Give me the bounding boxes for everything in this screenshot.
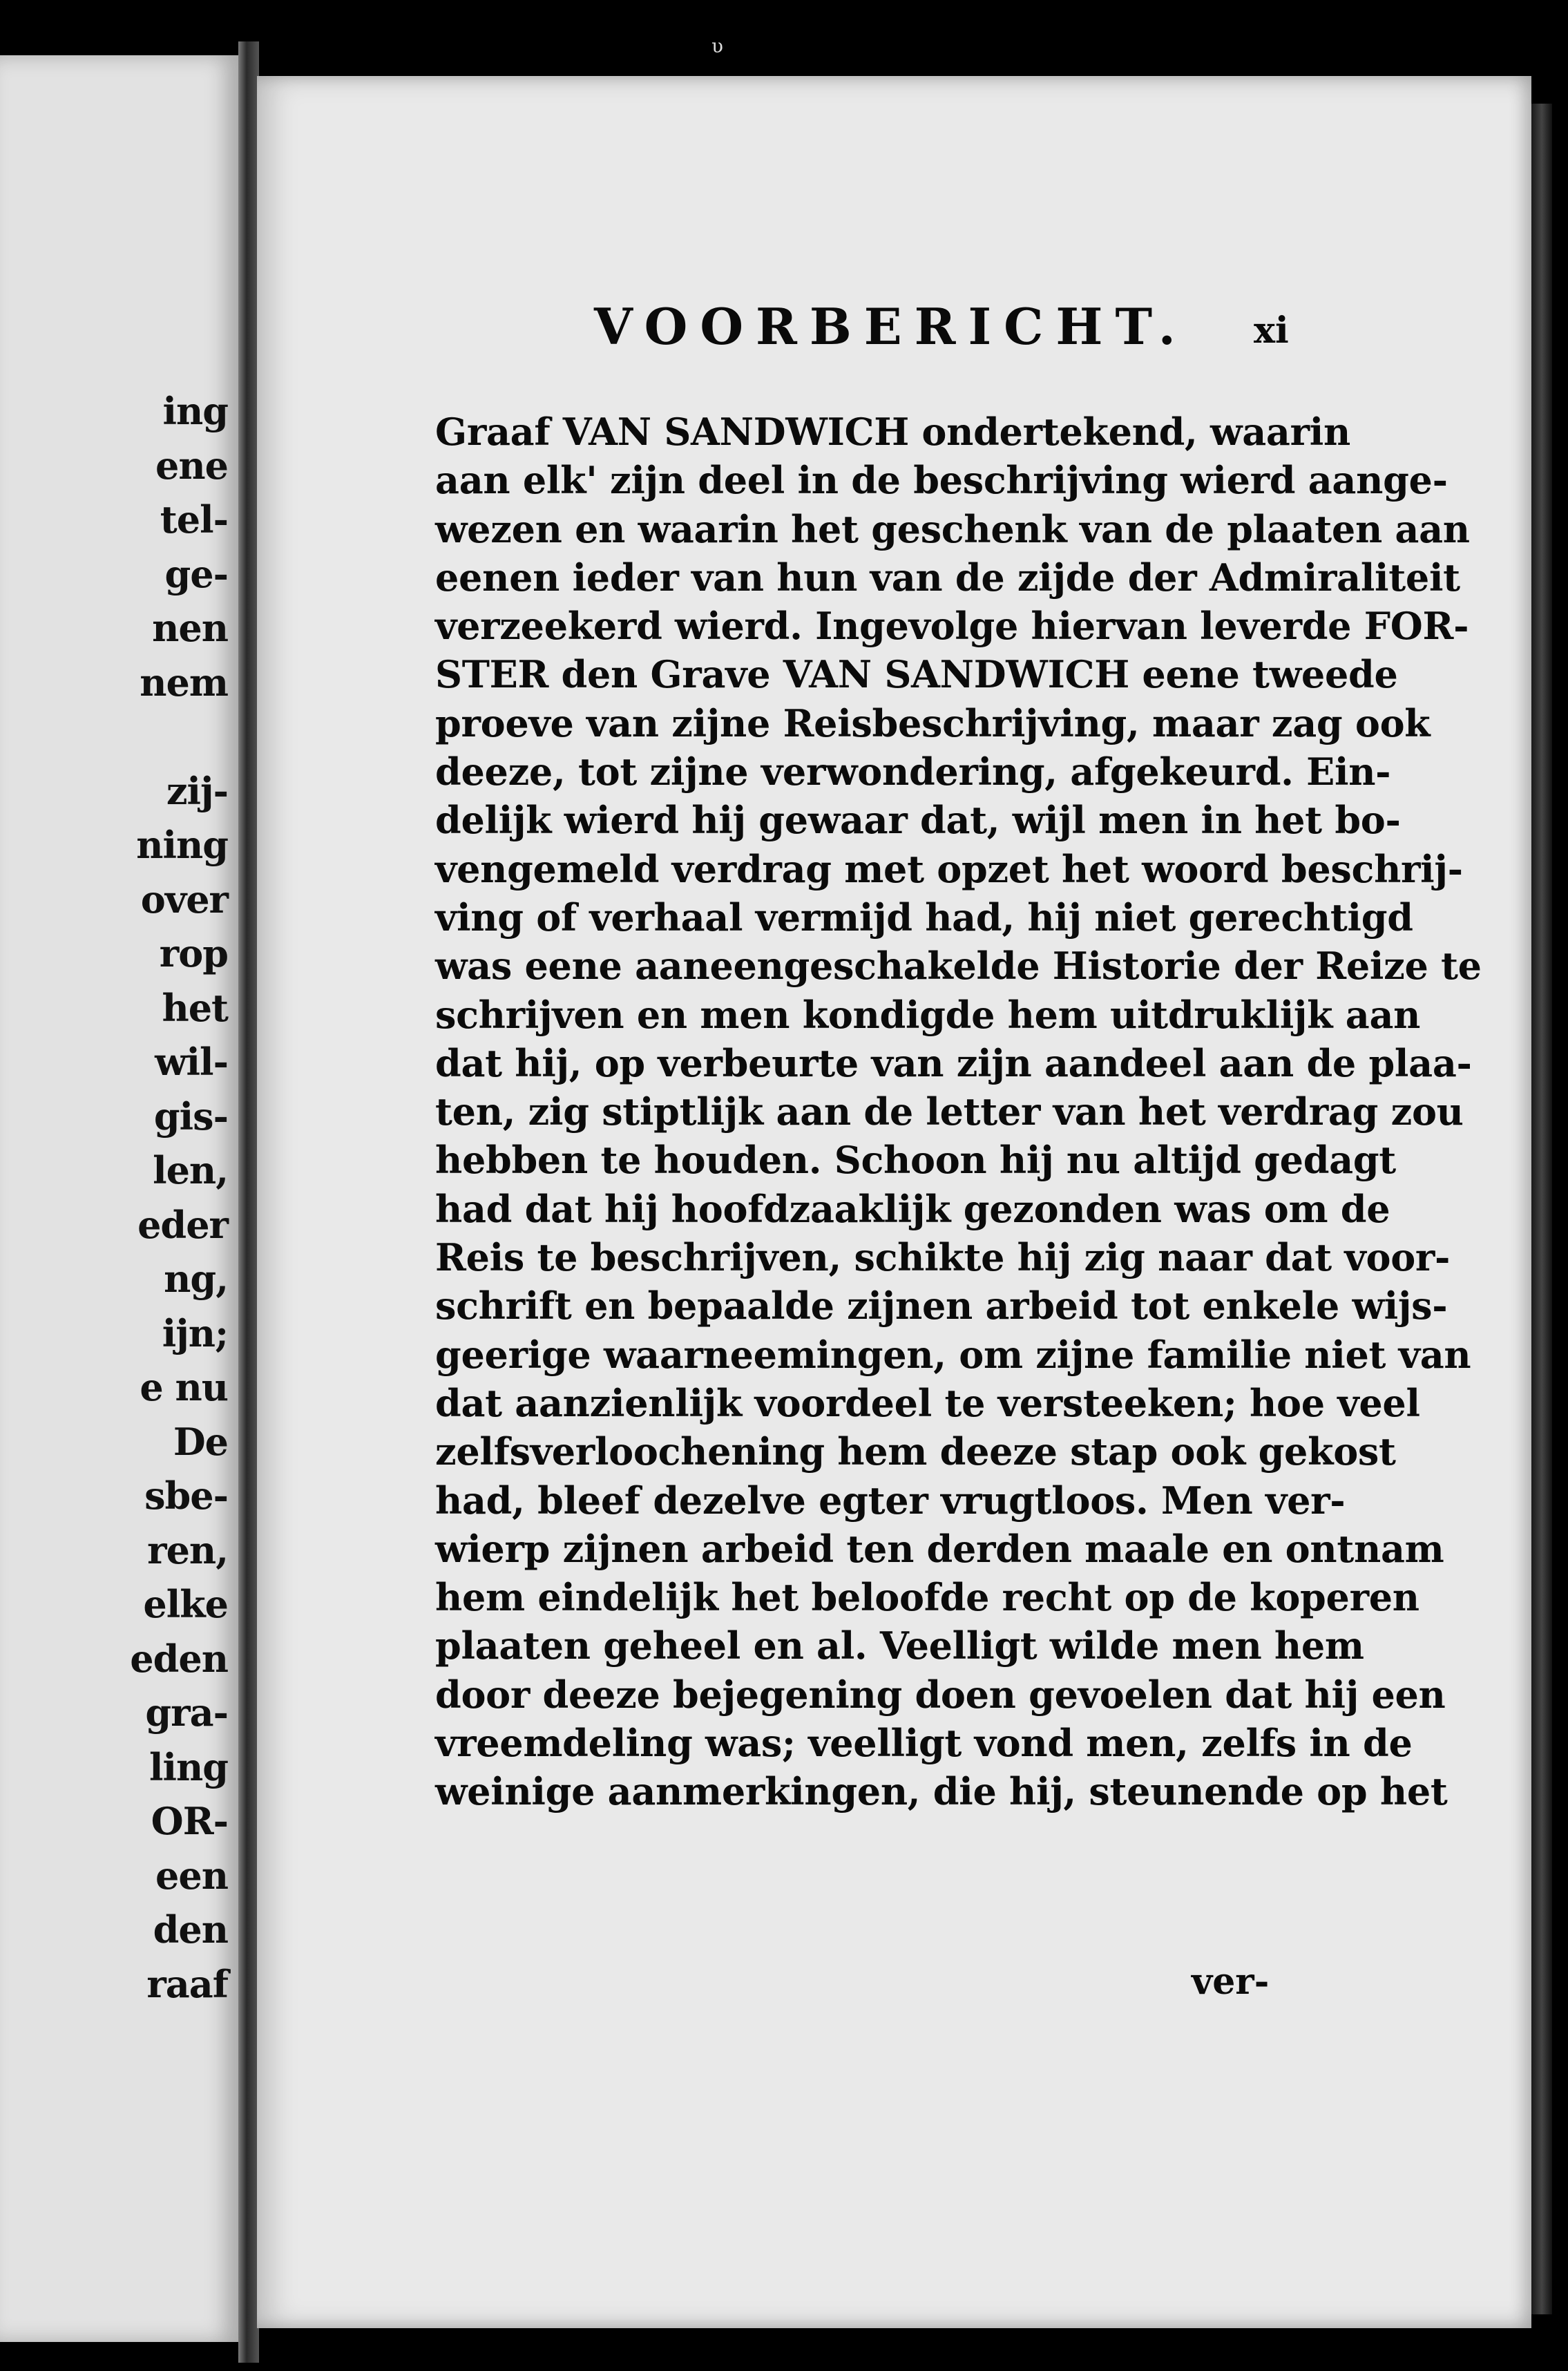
text-line: wezen en waarin het geschenk van de plaaten aan: [435, 506, 1470, 551]
left-fragment: rop: [159, 931, 228, 975]
book-gutter: [238, 41, 259, 2363]
left-fragment: OR-: [151, 1799, 228, 1843]
left-fragment: ng,: [164, 1257, 228, 1301]
text-line: hebben te houden. Schoon hij nu altijd gedagt: [435, 1138, 1396, 1183]
text-line: verzeekerd wierd. Ingevolge hiervan leverde FOR-: [435, 604, 1469, 649]
text-line: aan elk' zijn deel in de beschrijving wierd aange-: [435, 458, 1448, 503]
text-line: schrijven en men kondigde hem uitdruklijk aan: [435, 992, 1421, 1037]
left-fragment: sbe-: [144, 1474, 228, 1518]
left-fragment: ene: [155, 443, 228, 488]
text-line: geerige waarneemingen, om zijne familie niet van: [435, 1332, 1471, 1377]
left-fragment: raaf: [146, 1961, 228, 2006]
top-mark: υ: [711, 35, 724, 57]
text-line: eenen ieder van hun van de zijde der Admiraliteit: [435, 555, 1460, 600]
text-line: door deeze bejegening doen gevoelen dat hij een: [435, 1672, 1446, 1717]
left-fragment: ren,: [147, 1527, 228, 1572]
text-line: ten, zig stiptlijk aan de letter van het verdrag zou: [435, 1089, 1464, 1134]
text-line: plaaten geheel en al. Veelligt wilde men hem: [435, 1623, 1364, 1668]
page-header: [594, 297, 1289, 366]
left-fragment: e nu: [140, 1365, 228, 1409]
left-fragment: over: [140, 877, 228, 922]
left-fragment: een: [155, 1853, 228, 1898]
left-fragment: De: [173, 1419, 228, 1464]
text-line: vengemeld verdrag met opzet het woord beschrij-: [435, 846, 1463, 891]
page-number: xi: [1254, 310, 1289, 352]
left-fragment: wil-: [155, 1040, 228, 1084]
text-line: had, bleef dezelve egter vrugtloos. Men ver-: [435, 1478, 1346, 1523]
left-fragment: nen: [152, 606, 228, 650]
text-line: zelfsverloochening hem deeze stap ook gekost: [435, 1429, 1396, 1474]
text-line: schrift en bepaalde zijnen arbeid tot enkele wijs-: [435, 1284, 1448, 1329]
left-fragment: zij-: [166, 768, 228, 813]
left-fragment: eder: [137, 1202, 228, 1247]
text-line: vreemdeling was; veelligt vond men, zelfs in de: [435, 1721, 1413, 1766]
body-text: [435, 408, 1482, 1816]
catchword: ver-: [1192, 1961, 1270, 2003]
left-fragment: ling: [149, 1744, 228, 1789]
left-fragment: [0, 710, 228, 764]
text-line: weinige aanmerkingen, die hij, steunende op het: [435, 1769, 1448, 1814]
text-line: hem eindelijk het beloofde recht op de koperen: [435, 1575, 1419, 1620]
text-line: delijk wierd hij gewaar dat, wijl men in het bo-: [435, 798, 1401, 843]
left-fragment: nem: [140, 660, 228, 705]
left-fragment: elke: [143, 1582, 228, 1626]
left-fragment: gis-: [153, 1094, 228, 1139]
left-page-text-fragments: [0, 384, 228, 2011]
left-fragment: tel-: [160, 497, 228, 542]
text-line: ving of verhaal vermijd had, hij niet gerechtigd: [435, 895, 1413, 940]
text-line: Reis te beschrijven, schikte hij zig naar dat voor-: [435, 1235, 1451, 1280]
page-edge: [1531, 104, 1552, 2314]
left-fragment: ge-: [164, 551, 228, 596]
left-fragment: len,: [153, 1148, 228, 1192]
running-head: VOORBERICHT.: [594, 297, 1188, 356]
text-line: had dat hij hoofdzaaklijk gezonden was om de: [435, 1186, 1390, 1231]
left-fragment: het: [162, 985, 228, 1030]
text-line: dat aanzienlijk voordeel te versteeken; hoe veel: [435, 1380, 1420, 1425]
left-fragment: ijn;: [162, 1311, 228, 1355]
left-fragment: ing: [162, 389, 228, 433]
text-line: was eene aaneengeschakelde Historie der Reize te: [435, 944, 1482, 989]
text-line: Graaf VAN SANDWICH ondertekend, waarin: [435, 410, 1350, 454]
left-fragment: den: [153, 1907, 228, 1952]
text-line: STER den Grave VAN SANDWICH eene tweede: [435, 652, 1398, 697]
left-fragment: eden: [130, 1636, 228, 1681]
text-line: dat hij, op verbeurte van zijn aandeel aan de plaa-: [435, 1040, 1472, 1085]
left-fragment: gra-: [145, 1691, 228, 1735]
text-line: wierp zijnen arbeid ten derden maale en ontnam: [435, 1526, 1444, 1571]
left-fragment: ning: [136, 823, 228, 867]
text-line: proeve van zijne Reisbeschrijving, maar zag ook: [435, 701, 1431, 745]
text-line: deeze, tot zijne verwondering, afgekeurd. Ein-: [435, 750, 1391, 794]
